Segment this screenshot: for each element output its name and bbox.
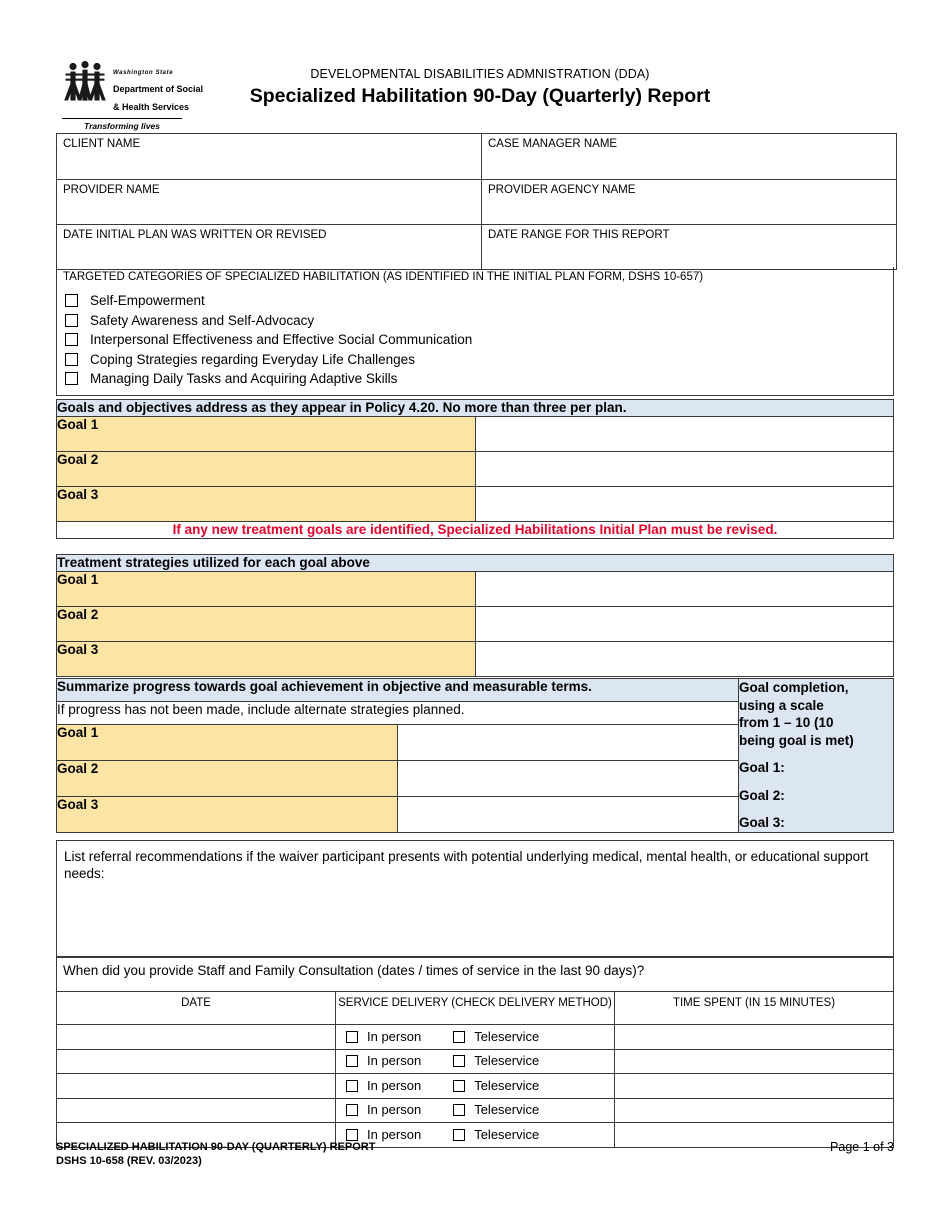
- strategy-goal-3-input[interactable]: [475, 642, 894, 677]
- in-person-label: In person: [367, 1028, 422, 1044]
- checkbox-row-safety-awareness[interactable]: [57, 311, 893, 331]
- page-header: [0, 52, 950, 130]
- referral-recommendations-section[interactable]: [56, 840, 894, 957]
- table-row: [57, 225, 897, 270]
- table-row: [57, 452, 894, 487]
- goals-revision-warning: If any new treatment goals are identified, Specialized Habilitations Initial Plan must be revised.: [57, 522, 894, 539]
- consultation-question: When did you provide Staff and Family Consultation (dates / times of service in the last 90 days)?: [57, 958, 894, 992]
- table-row: [57, 679, 894, 702]
- progress-goal-1-label: Goal 1: [57, 724, 398, 760]
- consultation-section: [56, 957, 894, 1148]
- in-person-label: In person: [367, 1053, 422, 1069]
- goal-completion-line-4: being goal is met): [739, 732, 854, 748]
- field-label: DATE INITIAL PLAN WAS WRITTEN OR REVISED: [63, 229, 327, 241]
- logo-tagline: Transforming lives: [84, 121, 160, 131]
- goal-completion-line-2: using a scale: [739, 697, 824, 713]
- progress-goal-3-input[interactable]: [398, 796, 739, 832]
- title-block: [195, 66, 765, 108]
- progress-section-heading: Summarize progress towards goal achievement in objective and measurable terms.: [57, 679, 739, 702]
- field-case-manager-name[interactable]: [482, 134, 897, 180]
- teleservice-label: Teleservice: [474, 1053, 540, 1069]
- footer-form-name: [56, 1140, 375, 1168]
- consultation-date-input[interactable]: [57, 1098, 336, 1123]
- in-person-label: In person: [367, 1102, 422, 1118]
- goal-completion-goal-2[interactable]: Goal 2:: [739, 787, 785, 803]
- consultation-delivery-cell: [336, 1123, 615, 1148]
- teleservice-checkbox-icon[interactable]: [453, 1055, 465, 1067]
- table-row: [57, 134, 897, 180]
- agency-name: DEVELOPMENTAL DISABILITIES ADMNISTRATION (DDA): [310, 67, 650, 81]
- in-person-label: In person: [367, 1077, 422, 1093]
- table-row: [57, 572, 894, 607]
- progress-summary-section: [56, 678, 894, 833]
- goal-2-input[interactable]: [475, 452, 894, 487]
- consultation-delivery-cell: [336, 1025, 615, 1050]
- goals-section: [56, 399, 894, 539]
- column-header-date: DATE: [57, 991, 336, 1025]
- field-date-range[interactable]: [482, 225, 897, 270]
- strategy-goal-1-input[interactable]: [475, 572, 894, 607]
- goals-section-heading: Goals and objectives address as they appear in Policy 4.20. No more than three per plan.: [57, 400, 894, 417]
- teleservice-label: Teleservice: [474, 1077, 540, 1093]
- table-row: [57, 487, 894, 522]
- goal-3-label: Goal 3: [57, 487, 476, 522]
- consultation-time-input[interactable]: [615, 1025, 894, 1050]
- checkbox-icon[interactable]: [65, 314, 78, 327]
- table-row: [57, 555, 894, 572]
- consultation-date-input[interactable]: [57, 1074, 336, 1099]
- dshs-logo: [62, 60, 204, 134]
- in-person-checkbox-icon[interactable]: [346, 1055, 358, 1067]
- column-header-service-delivery: SERVICE DELIVERY (CHECK DELIVERY METHOD): [336, 991, 615, 1025]
- checkbox-icon[interactable]: [65, 333, 78, 346]
- table-row: [57, 607, 894, 642]
- goal-completion-column: [739, 679, 894, 833]
- progress-section-subheading: If progress has not been made, include alternate strategies planned.: [57, 701, 739, 724]
- table-row: [57, 522, 894, 539]
- teleservice-checkbox-icon[interactable]: [453, 1104, 465, 1116]
- logo-dept-line1: Department of Social: [113, 84, 204, 94]
- strategy-goal-1-label: Goal 1: [57, 572, 476, 607]
- table-row: [57, 180, 897, 225]
- teleservice-label: Teleservice: [474, 1028, 540, 1044]
- strategy-goal-2-label: Goal 2: [57, 607, 476, 642]
- checkbox-row-managing-daily-tasks[interactable]: [57, 369, 893, 389]
- footer-page-number: Page 1 of 3: [830, 1140, 894, 1154]
- checkbox-icon[interactable]: [65, 294, 78, 307]
- table-row: [57, 958, 894, 992]
- consultation-delivery-cell: [336, 1098, 615, 1123]
- page-title: Specialized Habilitation 90-Day (Quarterly) Report: [249, 85, 711, 107]
- teleservice-label: Teleservice: [474, 1102, 540, 1118]
- identification-fields: [56, 133, 894, 270]
- targeted-categories-section: [56, 267, 894, 396]
- goal-completion-goal-1[interactable]: Goal 1:: [739, 760, 785, 775]
- field-label: CLIENT NAME: [63, 138, 141, 150]
- table-row: [57, 1049, 894, 1074]
- progress-goal-3-label: Goal 3: [57, 796, 398, 832]
- field-provider-agency-name[interactable]: [482, 180, 897, 225]
- table-row: [57, 1025, 894, 1050]
- teleservice-label: Teleservice: [474, 1126, 540, 1142]
- goal-1-input[interactable]: [475, 417, 894, 452]
- goal-completion-goal-3[interactable]: Goal 3:: [739, 815, 785, 830]
- checkbox-row-interpersonal-effectiveness[interactable]: [57, 330, 893, 350]
- table-row: [57, 1074, 894, 1099]
- checkbox-label: Managing Daily Tasks and Acquiring Adaptive Skills: [90, 371, 398, 387]
- logo-dept-line2: & Health Services: [113, 102, 190, 112]
- consultation-time-input[interactable]: [615, 1098, 894, 1123]
- table-row: [57, 417, 894, 452]
- targeted-categories-title: TARGETED CATEGORIES OF SPECIALIZED HABILITATION (AS IDENTIFIED IN THE INITIAL PLAN FORM, DSHS 10-657): [63, 271, 704, 283]
- field-client-name[interactable]: [57, 134, 482, 180]
- dshs-people-icon: [62, 60, 108, 102]
- strategies-section-heading: Treatment strategies utilized for each goal above: [57, 555, 894, 572]
- checkbox-label: Interpersonal Effectiveness and Effective Social Communication: [90, 332, 473, 348]
- treatment-strategies-section: [56, 554, 894, 677]
- checkbox-label: Coping Strategies regarding Everyday Life Challenges: [90, 351, 415, 367]
- table-row: [57, 1098, 894, 1123]
- teleservice-checkbox-icon[interactable]: [453, 1031, 465, 1043]
- strategy-goal-2-input[interactable]: [475, 607, 894, 642]
- consultation-delivery-cell: [336, 1049, 615, 1074]
- column-header-time-spent: TIME SPENT (IN 15 MINUTES): [615, 991, 894, 1025]
- consultation-time-input[interactable]: [615, 1049, 894, 1074]
- progress-goal-2-label: Goal 2: [57, 760, 398, 796]
- consultation-delivery-cell: [336, 1074, 615, 1099]
- strategy-goal-3-label: Goal 3: [57, 642, 476, 677]
- checkbox-row-self-empowerment[interactable]: [57, 291, 893, 311]
- goal-completion-line-3: from 1 – 10 (10: [739, 715, 834, 730]
- in-person-checkbox-icon[interactable]: [346, 1129, 358, 1141]
- goal-completion-line-1: Goal completion,: [739, 680, 849, 695]
- consultation-time-input[interactable]: [615, 1074, 894, 1099]
- checkbox-row-coping-strategies[interactable]: [57, 350, 893, 370]
- table-row: [57, 400, 894, 417]
- field-label: DATE RANGE FOR THIS REPORT: [488, 229, 670, 241]
- targeted-categories-list: [57, 291, 893, 389]
- table-row: [57, 642, 894, 677]
- field-label: PROVIDER AGENCY NAME: [488, 184, 636, 196]
- progress-goal-1-input[interactable]: [398, 724, 739, 760]
- checkbox-icon[interactable]: [65, 353, 78, 366]
- goal-3-input[interactable]: [475, 487, 894, 522]
- checkbox-label: Safety Awareness and Self-Advocacy: [90, 312, 315, 328]
- footer-form-number: DSHS 10-658 (REV. 03/2023): [56, 1155, 202, 1167]
- in-person-checkbox-icon[interactable]: [346, 1031, 358, 1043]
- goal-2-label: Goal 2: [57, 452, 476, 487]
- progress-goal-2-input[interactable]: [398, 760, 739, 796]
- in-person-label: In person: [367, 1126, 422, 1142]
- teleservice-checkbox-icon[interactable]: [453, 1129, 465, 1141]
- teleservice-checkbox-icon[interactable]: [453, 1080, 465, 1092]
- field-provider-name[interactable]: [57, 180, 482, 225]
- in-person-checkbox-icon[interactable]: [346, 1104, 358, 1116]
- checkbox-icon[interactable]: [65, 372, 78, 385]
- logo-state-text: Washington State: [113, 70, 174, 76]
- goal-1-label: Goal 1: [57, 417, 476, 452]
- checkbox-label: Self-Empowerment: [90, 293, 205, 309]
- footer-title-line: SPECIALIZED HABILITATION 90-DAY (QUARTERLY) REPORT: [56, 1141, 376, 1153]
- field-label: CASE MANAGER NAME: [488, 138, 618, 150]
- in-person-checkbox-icon[interactable]: [346, 1080, 358, 1092]
- field-date-initial-plan[interactable]: [57, 225, 482, 270]
- table-row: [57, 991, 894, 1025]
- dshs-logo-wordmark: [113, 60, 203, 115]
- referral-prompt: List referral recommendations if the waiver participant presents with potential underlying medical, mental health, or educational support needs:: [64, 849, 869, 881]
- consultation-date-input[interactable]: [57, 1049, 336, 1074]
- consultation-date-input[interactable]: [57, 1025, 336, 1050]
- field-label: PROVIDER NAME: [63, 184, 160, 196]
